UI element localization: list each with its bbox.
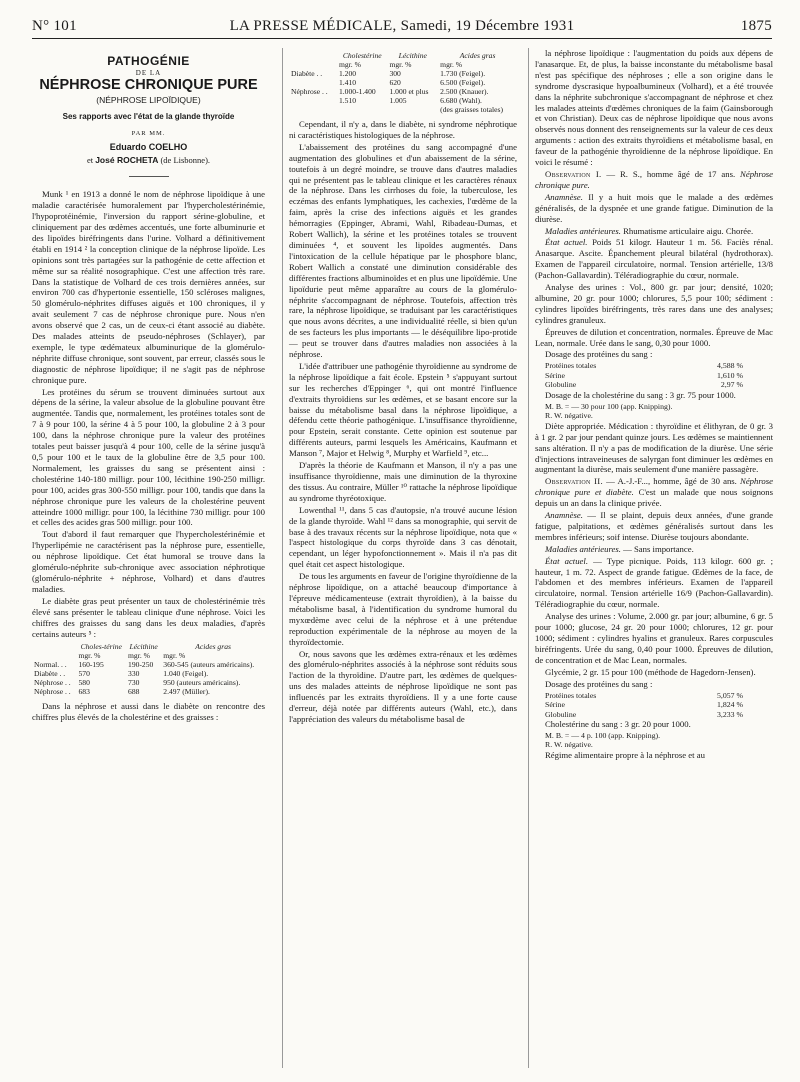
paragraph	[535, 192, 773, 225]
table-cell: 620	[389, 78, 401, 87]
paragraph: Analyse des urines : Vol., 800 gr. par jour; densité, 1020; albumine, 20 gr. pour 1000; chlorures, 5,5 pour 100; sédiment : cylindres lipoïdes biréfringents, très rares dans une des analyses; cylindres granuleux.	[535, 282, 773, 325]
table-cell: 570	[78, 669, 90, 679]
table-cell: mgr. %	[440, 60, 463, 69]
section-text: Poids 51 kilogr. Hauteur 1 m. 56. Faciès rénal. Anasarque. Ascite. Épanchement pleural bilatéral (hydrothorax). Examen de l'appareil circulatoire, normal. Tension artérielle, 13/8 (Pachon-Gallavardin). Téléradiographie du cœur, normale.	[535, 237, 773, 281]
list-item	[545, 691, 773, 701]
value: 4,588 %	[717, 361, 743, 371]
table-header-cell: Lécithine	[398, 51, 427, 60]
table-cell: 1.410	[338, 78, 357, 87]
table-header-cell	[289, 51, 337, 60]
section-text: — Sans importance.	[623, 543, 694, 554]
table-cell	[32, 651, 76, 660]
observation-label: Observation I.	[545, 168, 602, 179]
table-cell: mgr. %	[338, 60, 361, 69]
observation-diagnosis: Néphrose chronique pure.	[535, 168, 773, 190]
author-2-city: (de Lisbonne).	[160, 155, 211, 166]
table-cell: Diabète . .	[291, 69, 323, 78]
section-label: Anamnèse.	[545, 191, 583, 202]
observation-1-heading	[535, 169, 773, 191]
table-cell	[289, 78, 337, 87]
table-cell: Néphrose . .	[291, 87, 328, 96]
table-cell: 160-195	[78, 660, 104, 670]
section-text: Rhumatisme articulaire aigu. Chorée.	[623, 225, 754, 236]
author-2-line	[32, 155, 265, 166]
value-label: Protéines totales	[545, 690, 597, 700]
wassermann-line: R. W. négative.	[545, 740, 593, 750]
table-header-cell: Choles-térine	[80, 642, 122, 652]
value-label: Globuline	[545, 709, 577, 719]
paragraph: Dans la néphrose et aussi dans le diabète on rencontre des chiffres plus élevés de la cholestérine et des graisses :	[32, 701, 265, 723]
lipid-table-1	[32, 642, 265, 696]
value: 5,057 %	[717, 690, 743, 700]
table-cell: 950 (auteurs américains).	[163, 678, 241, 688]
paragraph: Le diabète gras peut présenter un taux de cholestérinémie très élevé sans présenter le tableau clinique d'une néphrose. Voici les chiffres des graisses du sang dans les deux maladies, d'après certains auteurs ⁵ :	[32, 595, 265, 639]
column-3	[528, 48, 773, 1068]
value-label: Protéines totales	[545, 361, 597, 371]
table-cell: 2.497 (Müller).	[163, 687, 210, 697]
paragraph: la néphrose lipoïdique : l'augmentation du poids aux dépens de l'anasarque. Et, de plus, la baisse inconstante du métabolisme basal n'est pas spécifique des néphroses ; elle a son origine dans le syndrome dyscrasique hypoalbumineux (Volhard), et a été trouvée dans la néphrite subchronique s'accompagnant de néphrose et chez les malades atteints d'œdèmes chroniques de la faim (Gainsborough et von Christian). Deux cas de néphrose lipoïdique que nous avons observés nous donnent des renseignements sur la valeur de ces deux arguments : action des extraits thyroïdiens et métabolisme basal, en faveur de la pathogénie thyroïdienne de la néphrose lipoïdique. En voici le résumé :	[535, 48, 773, 168]
section-label: Maladies antérieures.	[545, 543, 621, 554]
author-2: José ROCHETA	[95, 155, 159, 166]
paragraph: L'abaissement des protéines du sang accompagné d'une augmentation des globulines et d'un abaissement de la sérine, toutefois à un degré moindre, se trouve dans d'autres maladies qui ne présentent pas le tableau clinique et les caractères rénaux de la néphrose. Dans les cirrhoses du foie, la tuberculose, les eczémas des enfants lymphatiques, les cachexies, l'œdème de la faim, après la crise des infections aiguës et les grandes hémorragies (Eppinger, Abrami, Wahl, Ribadeau-Dumas, et Robert Wallich), la sérine et les protéines totales se trouvent diminuées ⁴, et souvent les lipoïdes augmentés. Dans l'intoxication de la cellule hépatique par le phosphore blanc, Robert Wallich a constaté une diminution considérable des différentes fractions albuminoïdes et en plus une lipoïdémie. Une lipoïdurie peut même apparaître au cours de la glomérulo-néphrite s'accompagnant de néphrose. Toutefois, affection très rare, la néphrose lipoïdique, se traduisant par les caractéristiques que nous avons décrites, a une individualité réelle, si bien qu'un de ses facteurs les plus importants — le déséquilibre lipo-protide — peut se trouver dans d'autres maladies non associées à la néphrose.	[289, 141, 517, 360]
journal-title: LA PRESSE MÉDICALE, Samedi, 19 Décembre 1931	[229, 18, 575, 34]
table-cell: mgr. %	[128, 651, 150, 661]
table-header-cell	[32, 642, 76, 651]
title-separator	[129, 176, 169, 177]
paragraph: Tout d'abord il faut remarquer que l'hypercholestérinémie et l'hyperlipémie ne caractérisent pas la néphrose pure, essentielle, ou néphrose lipoïdique. Cet état humoral se trouve dans la glomérulo-néphrite sub-chronique avec association néphrotique (glomérulo-néphrite + néphrose, Volhard) et dans d'autres maladies.	[32, 529, 265, 594]
table-cell: 730	[128, 678, 140, 688]
title-line-1: PATHOGÉNIE	[107, 54, 190, 68]
title-line-3: NÉPHROSE CHRONIQUE PURE	[39, 76, 258, 93]
page-number: 1875	[740, 18, 772, 34]
table-cell: 688	[128, 687, 140, 697]
issue-number: N° 101	[32, 18, 77, 34]
paragraph: Or, nous savons que les œdèmes extra-rénaux et les œdèmes des glomérulo-néphrites associés à la néphrose sont réduits sous l'action de la thyroïdine. D'autre part, les œdèmes de quelques-uns des malades atteints de néphrose lipoïdique ne sont pas influencés par les extraits thyroïdiens. Il y a une forte cause d'erreur, déjà notée par différents auteurs (Wahl, etc.), dans l'appréciation des valeurs du métabolisme basal de	[289, 648, 517, 724]
table-row	[289, 69, 517, 78]
table-cell: Diabète . .	[34, 669, 66, 679]
table-cell: 1.730 (Feigel).	[440, 69, 486, 78]
section-text: — Il se plaint, depuis deux années, d'une grande fatigue, palpitations, et œdèmes généralisés surtout dans les membres inférieurs; soif intense. Diurèse toujours abondante.	[535, 510, 773, 542]
table-cell: (des graisses totales)	[440, 105, 504, 114]
table-cell	[289, 60, 337, 69]
paragraph: Cholestérine du sang : 3 gr. 20 pour 1000.	[545, 719, 691, 730]
table-row	[289, 96, 517, 105]
table-row	[289, 87, 517, 96]
paragraph	[535, 237, 773, 281]
list-item	[545, 361, 773, 371]
value: 1,824 %	[717, 700, 743, 710]
list-item	[545, 700, 773, 710]
table-cell	[289, 96, 337, 105]
journal-page	[32, 0, 772, 1082]
table-cell	[337, 105, 387, 114]
paragraph: L'idée d'attribuer une pathogénie thyroïdienne au syndrome de la néphrose lipoïdique a fait école. Epstein ⁵ s'appuyant surtout sur les recherches d'Eppinger ⁶, qui ont montré l'influence d'extraits thyroïdiens sur les œdèmes, et se basant encore sur la baisse du métabolisme basal dans la néphrose lipoïdique, a défendu cette théorie pathogénique. L'insuffisance thyroïdienne, pour Epstein, serait constante. Cette opinion est soutenue par différents auteurs, parmi lesquels les Américains, Kaufmann et Manson ⁷, Major et Helwig ⁸, Murphy et Warfield ⁹, etc...	[289, 360, 517, 459]
observation-label: Observation II.	[545, 476, 603, 487]
table-cell: mgr. %	[389, 60, 412, 69]
table-cell: 1.510	[338, 96, 357, 105]
table-cell: mgr. %	[163, 651, 186, 661]
table-row	[32, 687, 265, 696]
table-cell: 6.680 (Wahl).	[440, 96, 482, 105]
table-row	[289, 105, 517, 114]
author-1: Eduardo COELHO	[109, 142, 188, 153]
paragraph	[535, 226, 773, 237]
paragraph	[535, 556, 773, 611]
observation-2-heading	[535, 476, 773, 509]
table-cell	[289, 105, 337, 114]
paragraph: D'après la théorie de Kaufmann et Manson, il n'y a pas une insuffisance thyroïdienne, mais une diminution de la thyroxine des tissus. Au contraire, Müller ¹⁰ rattache la néphrose lipoïdique au syndrome thyréotoxique.	[289, 460, 517, 503]
table-header-cell: Acides gras	[459, 51, 496, 60]
section-label: État actuel.	[545, 237, 588, 248]
metabolism-line: M. B. = — 4 p. 100 (app. Knipping).	[545, 730, 661, 740]
table-cell: Néphrose . .	[34, 678, 71, 688]
table-row	[32, 669, 265, 678]
paragraph: Munk ¹ en 1913 a donné le nom de néphrose lipoïdique à une maladie caractérisée humoralement par l'hypercholestérinémie, l'hypoprotéinémie, l'inversion du rapport sérine-globuline, et cliniquement par des œdèmes accentués, une forte albuminurie et des lipoïdes biréfringents dans l'urine. Volhard a définitivement établi en 1914 ² la conception clinique de la néphrose lipoïde. Les opinions sont très partagées sur la pathogénie de cette affection et même sur sa réalité nosographique. C'est une affection très rare. Dans la statistique de Volhard de ces trois dernières années, sur environ 700 cas d'hypertonie essentielle, 150 scléroses malignes, 50 glomérulo-néphrites diffuses aiguës et 100 chroniques, il y avait seulement 7 cas de néphrose chronique pure. Nous n'en avons observé que 2 cas, un de ceux-ci étant associé au diabète. Des malades atteints de pseudo-néphroses (Schlayer), par exemple, le type œdémateux albuminurique de la glomérulo-néphrite diffuse chronique, sont souvent, par erreur, classés sous le diagnostic de néphrose lipoïdique; il ne s'agit pas de néphrose chronique pure.	[32, 189, 265, 385]
article-heading	[32, 56, 265, 166]
table-cell: 1.000-1.400	[338, 87, 376, 96]
observation-context: C'est un malade que nous soignons depuis un an dans la clinique privée.	[535, 487, 773, 509]
paragraph	[535, 510, 773, 543]
paragraph: Dosage de la cholestérine du sang : 3 gr. 75 pour 1000.	[545, 389, 736, 400]
paragraph: Régime alimentaire propre à la néphrose et au	[545, 749, 705, 760]
title-line-2: DE LA	[135, 68, 162, 77]
value-label: Sérine	[545, 370, 565, 380]
table-header-cell: Lécithine	[129, 642, 158, 652]
page-header	[32, 10, 772, 39]
table-units-row	[32, 651, 265, 660]
section-label: État actuel.	[545, 555, 588, 566]
paragraph: Analyse des urines : Volume, 2.000 gr. par jour; albumine, 6 gr. 5 pour 1000; glucose, 24 gr. 20 pour 1000; chlorures, 12 gr. pour 1000; sédiment : cylindres hyalins et granuleux. Rares corpuscules biréfringents. Urée du sang, 0,40 pour 1000. Épreuves de dilution, de concentration et de Mac Lean, normales.	[535, 611, 773, 665]
paragraph: De tous les arguments en faveur de l'origine thyroïdienne de la néphrose lipoïdique, on a attaché beaucoup d'importance à l'épreuve médicamenteuse (extrait thyroïdien), à la baisse du métabolisme basal, à l'identification du syndrome humoral du myxœdème avec celui de la néphrose et à une prétendue reproduction expérimentale de la néphrose au moyen de la thyroïdectomie.	[289, 571, 517, 647]
lipid-table-2	[289, 51, 517, 114]
table-row	[32, 678, 265, 687]
column-2	[282, 48, 517, 1068]
table-cell: mgr. %	[78, 651, 101, 661]
table-cell: 1.000 et plus	[389, 87, 429, 96]
table-cell: Normal. . .	[34, 660, 67, 670]
table-cell: 1.200	[338, 69, 357, 78]
table-cell: 2.500 (Knauer).	[440, 87, 489, 96]
table-cell: 1.040 (Feigel).	[163, 669, 209, 679]
authors-prefix: PAR MM.	[131, 129, 166, 137]
column-1	[32, 48, 265, 1068]
table-cell: 330	[128, 669, 140, 679]
table-cell: 300	[389, 69, 401, 78]
protein-values-1	[535, 361, 773, 390]
list-item	[545, 380, 773, 390]
table-row	[289, 78, 517, 87]
table-cell	[387, 105, 438, 114]
paragraph: Épreuves de dilution et concentration, normales. Épreuve de Mac Lean, normale. Urée dans le sang, 0,30 pour 1000.	[535, 326, 773, 348]
article-tagline: Ses rapports avec l'état de la glande thyroïde	[62, 111, 235, 121]
wassermann-line: R. W. négative.	[545, 411, 593, 421]
table-cell: 360-545 (auteurs américains).	[163, 660, 255, 670]
metabolism-line: M. B. = — 30 pour 100 (app. Knipping).	[545, 401, 673, 411]
value-label: Sérine	[545, 700, 565, 710]
paragraph: Lowenthal ¹¹, dans 5 cas d'autopsie, n'a trouvé aucune lésion de la glande thyroïde. Wahl ¹² dans sa monographie, qui servit de base à des travaux récents sur la néphrose lipoïdique, nota que « l'aspect histologique du corps thyroïde dans 3 cas dénotait, cependant, un léger hypofonctionnement ». Mais il n'a pas dit quel était cet aspect histologique.	[289, 504, 517, 570]
table-units-row	[289, 60, 517, 69]
paragraph: Glycémie, 2 gr. 15 pour 100 (méthode de Hagedorn-Jensen).	[545, 666, 756, 677]
list-item	[545, 710, 773, 720]
table-cell: Néphrose . .	[34, 687, 71, 697]
article-subtitle: (NÉPHROSE LIPOÏDIQUE)	[96, 94, 201, 105]
value: 3,233 %	[717, 709, 743, 719]
paragraph: Dosage des protéines du sang :	[545, 349, 653, 360]
table-row	[32, 660, 265, 669]
value-label: Globuline	[545, 380, 577, 390]
section-text: — Type picnique. Poids, 113 kilogr. 600 gr. ; hauteur, 1 m. 72. Aspect de grande fatigue. Œdèmes de la face, de l'abdomen et des membres inférieurs. Examen de l'appareil circulatoire, normal. Tension artérielle 16/9 (Pachon-Gallavardin). Téléradiographie du cœur, normale.	[535, 555, 773, 610]
table-cell: 1.005	[389, 96, 407, 105]
section-label: Maladies antérieures.	[545, 225, 621, 236]
table-cell: 683	[78, 687, 90, 697]
paragraph	[535, 544, 773, 555]
paragraph: Dosage des protéines du sang :	[545, 678, 653, 689]
table-header-cell: Acides gras	[195, 642, 231, 652]
section-text: Il y a huit mois que le malade a des œdèmes généralisés, de la dyspnée et une grande fatigue. Diminution de la diurèse.	[535, 191, 773, 224]
paragraph: Les protéines du sérum se trouvent diminuées surtout aux dépens de la sérine, la valeur absolue de la globuline pouvant être augmentée. Tandis que, normalement, les protéines totales sont de 7 à 9 pour 100, la sérine 4 à 5 pour 100, la globuline 2 à 3 pour 100, dans la néphrose chronique pure la valeur des protéines totales peut baisser jusqu'à 4 pour 100, celle de la sérine jusqu'à 0,5 pour 100 et le taux de la globuline être de 3,5 pour 100. Normalement, les graisses du sang se présentent ainsi : cholestérine 140-180 milligr. pour 100, lécithine 190-250 milligr. pour 100, acides gras 300-550 milligr. pour 100, tandis que dans la néphrose chronique pure les valeurs de la cholestérine peuvent atteindre 1000 milligr. pour 100, la lécithine 730 milligr. pour 100 et celles des acides gras 500 milligr. pour 100.	[32, 386, 265, 528]
value: 1,610 %	[717, 370, 743, 380]
author-2-prefix: et	[86, 155, 94, 166]
table-cell: 580	[78, 678, 90, 688]
table-cell: 6.500 (Feigel).	[440, 78, 486, 87]
observation-diagnosis: Néphrose chronique pure et diabète.	[535, 476, 773, 498]
observation-patient: — R. S., homme âgé de 17 ans.	[606, 168, 736, 179]
protein-values-2	[535, 691, 773, 720]
paragraph: Cependant, il n'y a, dans le diabète, ni syndrome néphrotique ni caractéristiques histologiques de la néphrose.	[289, 119, 517, 140]
list-item	[545, 371, 773, 381]
section-label: Anamnèse.	[545, 510, 583, 521]
observation-patient: — A.-J.-F..., homme, âgé de 30 ans.	[606, 476, 737, 487]
paragraph: Diète appropriée. Médication : thyroïdine et élithyran, de 0 gr. 3 à 1 gr. 2 par jour pendant quinze jours. Les œdèmes se maintiennent sans altération. Il n'y a pas de modification de la diurèse. Une série d'injections intraveineuses de salyrgan font diminuer les œdèmes en augmentant la diurèse, mais seulement d'une manière passagère.	[535, 420, 773, 475]
table-header-cell: Cholestérine	[342, 51, 382, 60]
table-cell: 190-250	[128, 660, 154, 670]
table-header-row	[32, 642, 265, 651]
value: 2,97 %	[720, 380, 743, 390]
table-header-row	[289, 51, 517, 60]
